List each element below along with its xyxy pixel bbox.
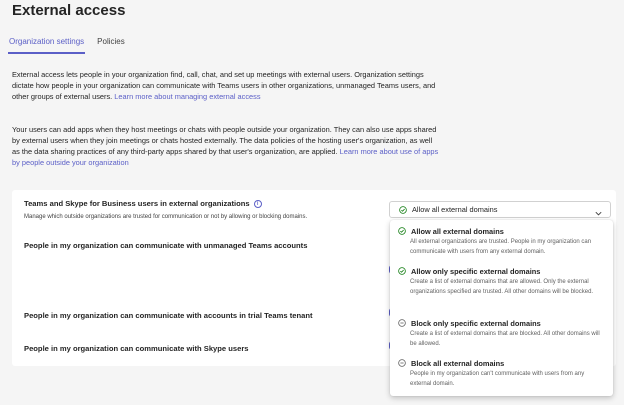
teams-skype-setting-title bbox=[24, 199, 262, 208]
check-circle-icon bbox=[398, 267, 406, 275]
check-circle-icon bbox=[399, 206, 407, 214]
external-domains-menu bbox=[390, 220, 613, 396]
page-title: External access bbox=[12, 2, 126, 19]
menu-option-label: Block all external domains bbox=[411, 358, 505, 368]
menu-option-description: People in my organization can't communicate with users from any external domain. bbox=[410, 371, 585, 387]
menu-option-allow-all[interactable] bbox=[390, 226, 613, 257]
block-circle-icon bbox=[398, 319, 406, 327]
info-icon[interactable]: i bbox=[254, 200, 262, 208]
tab-policies[interactable]: Policies bbox=[97, 37, 125, 46]
teams-skype-setting-description: Manage which outside organizations are trusted for communication or not by allowing or blocking domains. bbox=[24, 214, 308, 220]
menu-option-label: Allow all external domains bbox=[411, 226, 504, 236]
check-circle-icon bbox=[398, 227, 406, 235]
menu-option-description: Create a list of external domains that are blocked. All other domains will be allowed. bbox=[410, 331, 600, 347]
skype-users-setting-title: People in my organization can communicate with Skype users bbox=[24, 344, 249, 353]
learn-more-external-access-link[interactable]: Learn more about managing external access bbox=[114, 91, 261, 101]
menu-option-block-all[interactable] bbox=[390, 358, 613, 389]
apps-paragraph bbox=[12, 125, 442, 169]
block-circle-icon bbox=[398, 359, 406, 367]
trial-tenant-setting-title: People in my organization can communicate with accounts in trial Teams tenant bbox=[24, 311, 313, 320]
menu-option-allow-specific[interactable] bbox=[390, 266, 613, 297]
intro-paragraph bbox=[12, 70, 442, 103]
intro-text: External access lets people in your organization find, call, chat, and set up meetings with external users. Organization settings dictate how people in your organization can communicate with Teams users in other organizations, unmanaged Teams users, and other groups of external users. bbox=[12, 70, 436, 101]
apps-text: Your users can add apps when they host meetings or chats with people outside your organization. They can also use apps shared by external users when they join meetings or chats hosted externally. The data policies of the hosting user's organization, as well as the data sharing practices of any third-party apps shared by that user's organization, are applied. bbox=[12, 125, 437, 156]
menu-option-description: All external organizations are trusted. People in my organization can communicate with users from any external domain. bbox=[410, 239, 592, 255]
tab-bar bbox=[8, 37, 126, 54]
menu-option-label: Block only specific external domains bbox=[411, 318, 541, 328]
menu-option-description: Create a list of external domains that are allowed. Only the external organizations specified are trusted. All other domains will be blocked. bbox=[410, 279, 594, 295]
menu-option-label: Allow only specific external domains bbox=[411, 266, 541, 276]
unmanaged-accounts-setting-title: People in my organization can communicate with unmanaged Teams accounts bbox=[24, 241, 308, 250]
external-domains-dropdown[interactable] bbox=[389, 201, 611, 218]
teams-skype-setting-label: Teams and Skype for Business users in external organizations bbox=[24, 199, 250, 208]
dropdown-selected-value: Allow all external domains bbox=[412, 205, 498, 214]
tab-organization-settings[interactable]: Organization settings bbox=[8, 37, 85, 54]
learn-more-apps-link[interactable]: Learn more about use of apps by people outside your organization bbox=[12, 146, 439, 167]
menu-option-block-specific[interactable] bbox=[390, 318, 613, 349]
